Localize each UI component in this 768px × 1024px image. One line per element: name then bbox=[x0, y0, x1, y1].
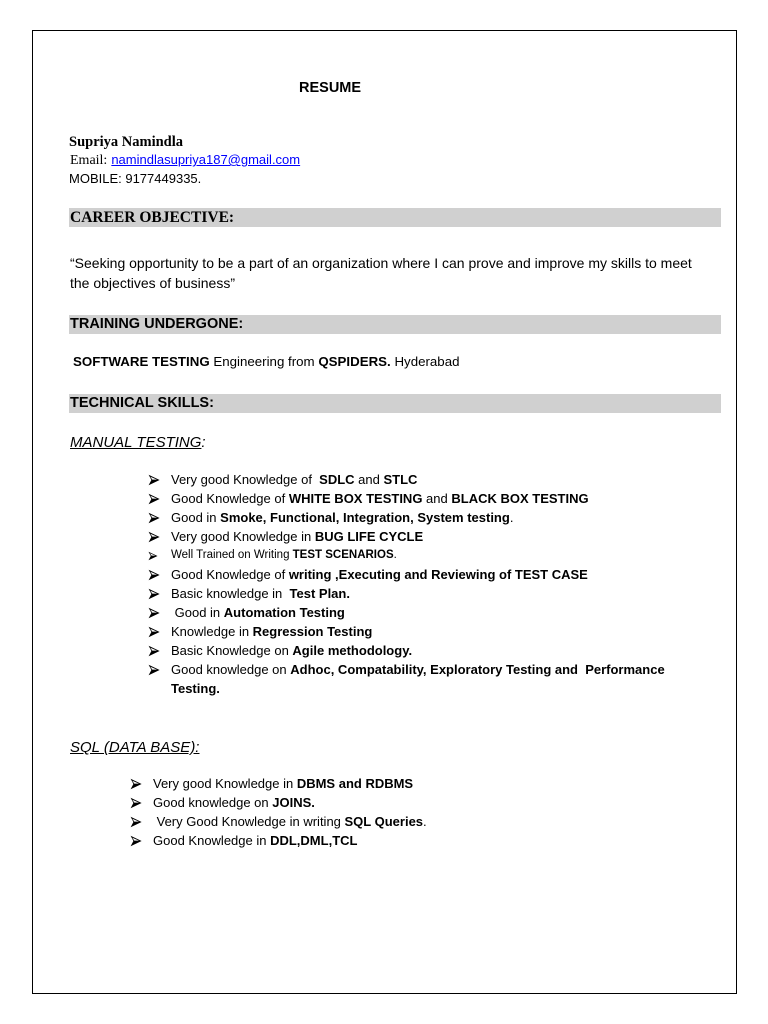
text-segment: . bbox=[393, 549, 397, 561]
arrowhead-bullet-icon bbox=[130, 797, 142, 809]
section-header-training bbox=[69, 315, 721, 334]
arrowhead-bullet-icon bbox=[148, 493, 160, 505]
keyword-bold: DBMS and RDBMS bbox=[296, 776, 414, 791]
skill-text bbox=[171, 603, 691, 622]
sql-heading bbox=[70, 738, 199, 758]
arrowhead-bullet-icon bbox=[148, 626, 160, 638]
skill-list-item bbox=[148, 603, 721, 622]
keyword-bold: BLACK BOX TESTING bbox=[451, 491, 589, 506]
skill-list-item bbox=[148, 622, 721, 641]
text-segment: Very good Knowledge of bbox=[171, 472, 320, 487]
skill-list-item bbox=[148, 508, 721, 527]
skill-text bbox=[153, 812, 673, 831]
keyword-bold: Adhoc, Compatability, Exploratory Testing and Performance Testing. bbox=[171, 662, 669, 696]
arrowhead-bullet-icon bbox=[148, 474, 160, 486]
section-heading: CAREER OBJECTIVE: bbox=[70, 209, 235, 226]
section-heading: TRAINING UNDERGONE: bbox=[70, 316, 244, 332]
keyword-bold: Automation Testing bbox=[223, 605, 345, 620]
skill-list-item bbox=[148, 489, 721, 508]
keyword-bold: writing ,Executing and Reviewing of TEST CASE bbox=[288, 567, 588, 582]
arrowhead-bullet-icon bbox=[148, 531, 160, 543]
keyword-bold: STLC bbox=[383, 472, 418, 487]
skill-list-item bbox=[148, 641, 721, 660]
skill-list-item bbox=[148, 584, 721, 603]
skill-list-item bbox=[148, 546, 721, 565]
sql-title: SQL (DATA BASE): bbox=[70, 739, 200, 756]
section-heading: TECHNICAL SKILLS: bbox=[70, 395, 214, 411]
manual-testing-title: MANUAL TESTING bbox=[70, 434, 202, 451]
arrowhead-bullet-icon bbox=[148, 569, 160, 581]
text-segment: Good Knowledge of bbox=[171, 567, 289, 582]
text-segment: Very Good Knowledge in writing bbox=[153, 814, 345, 829]
skill-text bbox=[171, 489, 691, 508]
section-header-technical-skills bbox=[69, 394, 721, 413]
skill-text bbox=[171, 508, 691, 527]
skill-list-item bbox=[130, 793, 721, 812]
training-text bbox=[73, 352, 460, 372]
career-objective-text: “Seeking opportunity to be a part of an organization where I can prove and improve my skills to meet the objectives of business” bbox=[70, 255, 692, 291]
text-segment: Good in bbox=[171, 605, 224, 620]
skill-list-item bbox=[148, 660, 721, 698]
skill-list-item bbox=[148, 527, 721, 546]
text-segment: Basic Knowledge on bbox=[171, 643, 293, 658]
manual-testing-colon: : bbox=[201, 434, 206, 451]
keyword-bold: BUG LIFE CYCLE bbox=[314, 529, 424, 544]
sql-skills-list bbox=[130, 774, 721, 850]
text-segment: Basic knowledge in bbox=[171, 586, 290, 601]
text-segment: . bbox=[509, 510, 514, 525]
manual-testing-list bbox=[148, 470, 721, 698]
text-segment: Good in bbox=[171, 510, 221, 525]
text-segment: Good knowledge on bbox=[153, 795, 273, 810]
keyword-bold: Regression Testing bbox=[252, 624, 373, 639]
arrowhead-bullet-icon bbox=[130, 816, 142, 828]
skill-text bbox=[171, 660, 691, 698]
arrowhead-bullet-icon bbox=[148, 664, 160, 676]
arrowhead-bullet-icon bbox=[148, 645, 160, 657]
keyword-bold: WHITE BOX TESTING bbox=[288, 491, 423, 506]
skill-list-item bbox=[130, 812, 721, 831]
skill-text bbox=[171, 641, 691, 660]
candidate-name: Supriya Namindla bbox=[69, 134, 184, 150]
skill-text bbox=[171, 470, 691, 489]
text-segment: Very good Knowledge in bbox=[171, 529, 315, 544]
section-header-career-objective bbox=[69, 208, 721, 227]
text-segment: and bbox=[422, 491, 452, 506]
keyword-bold: TEST SCENARIOS bbox=[292, 549, 394, 561]
keyword-bold: JOINS. bbox=[272, 795, 315, 810]
mobile-number: MOBILE: 9177449335. bbox=[69, 171, 202, 186]
keyword-bold: QSPIDERS. bbox=[318, 354, 391, 369]
skill-text bbox=[153, 793, 673, 812]
arrowhead-bullet-icon bbox=[130, 778, 142, 790]
keyword-bold: Agile methodology. bbox=[292, 643, 413, 658]
text-segment: Hyderabad bbox=[390, 354, 460, 369]
skill-text bbox=[171, 584, 691, 603]
skill-list-item bbox=[148, 565, 721, 584]
skill-text bbox=[171, 622, 691, 641]
manual-testing-heading bbox=[70, 433, 206, 453]
skill-list-item bbox=[130, 774, 721, 793]
keyword-bold: Test Plan. bbox=[289, 586, 350, 601]
arrowhead-bullet-icon bbox=[148, 512, 160, 524]
text-segment: Good Knowledge of bbox=[171, 491, 289, 506]
text-segment: Engineering from bbox=[209, 354, 319, 369]
keyword-bold: SDLC bbox=[319, 472, 355, 487]
resume-title: RESUME bbox=[299, 80, 362, 96]
skill-text bbox=[153, 774, 673, 793]
text-segment: . bbox=[423, 814, 427, 829]
skill-list-item bbox=[130, 831, 721, 850]
skill-text bbox=[171, 527, 691, 546]
skill-text bbox=[153, 831, 673, 850]
arrowhead-bullet-icon bbox=[148, 588, 160, 600]
text-segment: and bbox=[354, 472, 384, 487]
skill-text bbox=[171, 546, 691, 565]
email-row bbox=[70, 151, 300, 170]
text-segment: Good knowledge on bbox=[171, 662, 291, 677]
arrowhead-bullet-icon bbox=[130, 835, 142, 847]
keyword-bold: Smoke, Functional, Integration, System testing bbox=[220, 510, 510, 525]
keyword-bold: SQL Queries bbox=[344, 814, 424, 829]
skill-text bbox=[171, 565, 691, 584]
keyword-bold: SOFTWARE TESTING bbox=[73, 354, 210, 369]
arrowhead-bullet-icon bbox=[148, 607, 160, 619]
arrowhead-bullet-icon bbox=[148, 551, 158, 561]
skill-list-item bbox=[148, 470, 721, 489]
text-segment: Knowledge in bbox=[171, 624, 253, 639]
text-segment: Very good Knowledge in bbox=[153, 776, 297, 791]
text-segment: Good Knowledge in bbox=[153, 833, 271, 848]
email-label: Email: bbox=[70, 153, 108, 168]
email-link[interactable]: namindlasupriya187@gmail.com bbox=[111, 152, 301, 167]
keyword-bold: DDL,DML,TCL bbox=[270, 833, 358, 848]
text-segment: Well Trained on Writing bbox=[171, 549, 293, 561]
